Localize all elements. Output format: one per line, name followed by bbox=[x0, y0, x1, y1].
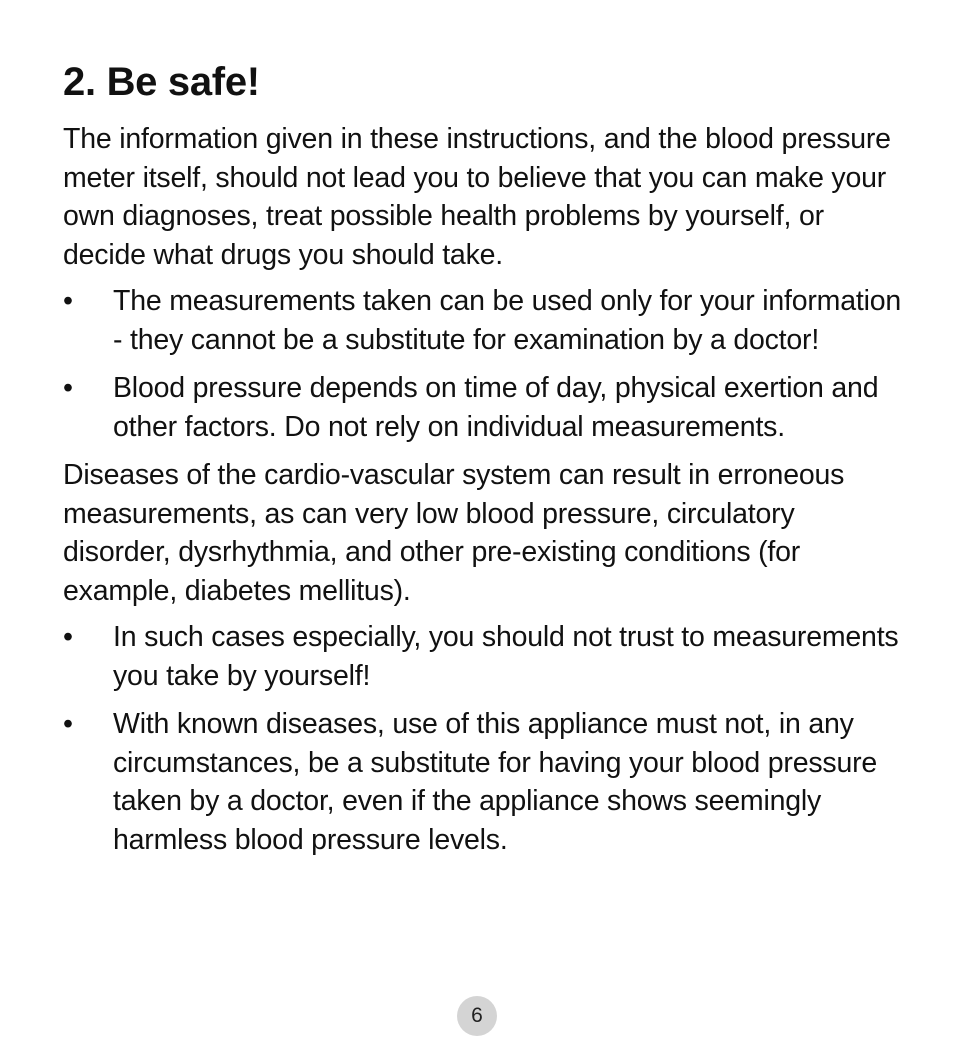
list-item-text: With known diseases, use of this appliance must not, in any circumstances, be a substitute for having your blood pressure taken by a doctor, even if the appliance shows seemingly harmless blood pressure levels. bbox=[113, 708, 878, 856]
list-item bbox=[63, 369, 903, 446]
document-page bbox=[63, 56, 903, 869]
bullet-icon: • bbox=[63, 621, 73, 653]
bullet-icon: • bbox=[63, 372, 73, 404]
bullet-icon: • bbox=[63, 708, 73, 740]
page-number-badge: 6 bbox=[457, 996, 497, 1036]
diseases-paragraph: Diseases of the cardio-vascular system can result in erroneous measurements, as can very low blood pressure, circulatory disorder, dysrhythmia, and other pre-existing conditions (for example, diabetes mellitus). bbox=[63, 459, 845, 607]
intro-paragraph: The information given in these instructions, and the blood pressure meter itself, should not lead you to believe that you can make your own diagnoses, treat possible health problems by yourself, or decide what drugs you should take. bbox=[63, 123, 891, 271]
bullet-list-diseases bbox=[63, 618, 903, 859]
list-item-text: Blood pressure depends on time of day, physical exertion and other factors. Do not rely on individual measurements. bbox=[113, 372, 879, 443]
list-item bbox=[63, 618, 903, 695]
bullet-icon: • bbox=[63, 285, 73, 317]
list-item-text: The measurements taken can be used only for your information - they cannot be a substitute for examination by a doctor! bbox=[113, 285, 902, 356]
section-heading: 2. Be safe! bbox=[63, 60, 260, 104]
bullet-list-measurements bbox=[63, 282, 903, 446]
list-item bbox=[63, 282, 903, 359]
list-item-text: In such cases especially, you should not trust to measurements you take by yourself! bbox=[113, 621, 899, 692]
list-item bbox=[63, 705, 903, 859]
